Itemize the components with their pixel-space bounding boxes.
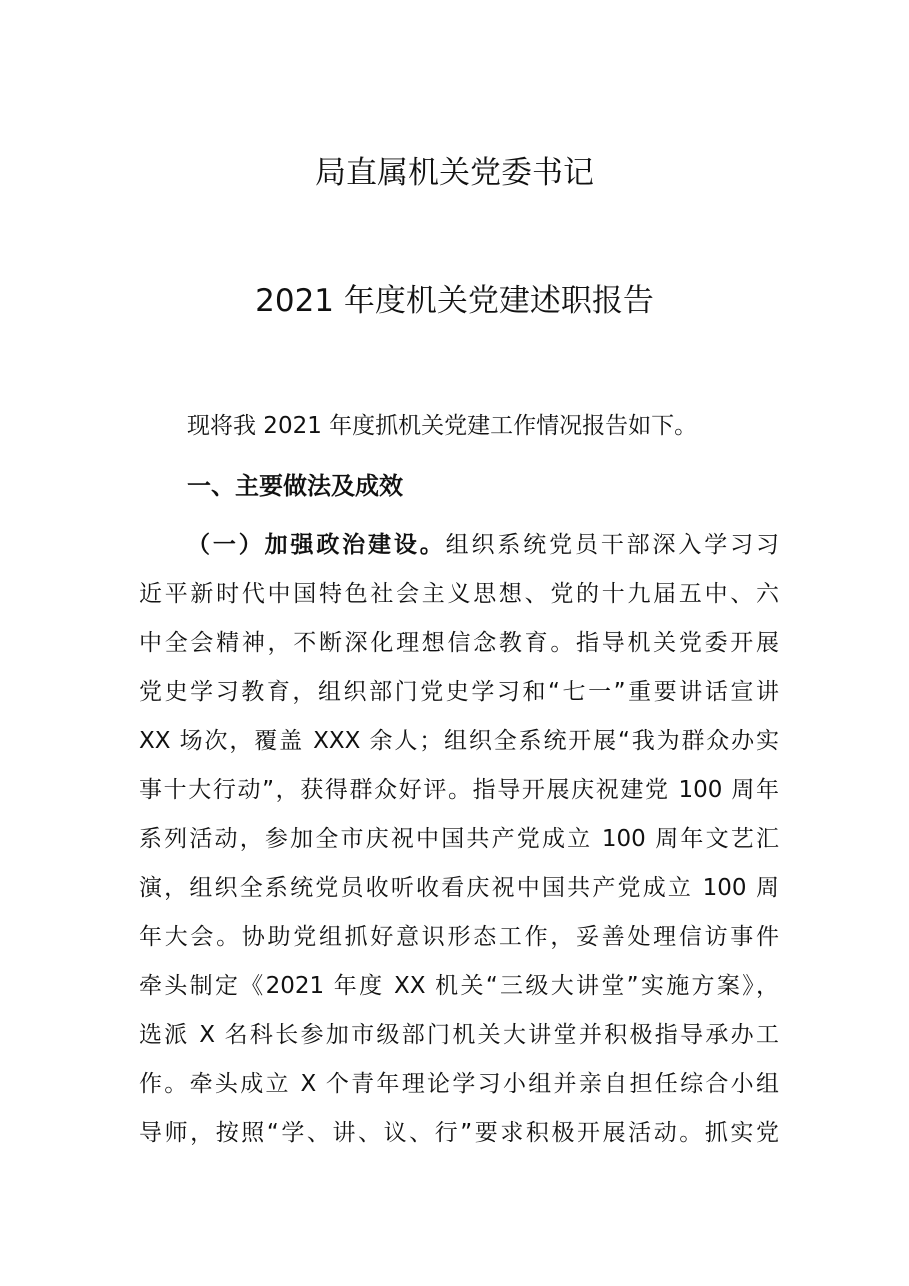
paragraph-line: 牵头制定《2021 年度 XX 机关“三级大讲堂”实施方案》，: [139, 973, 779, 999]
paragraph-line-text: 组织系统党员干部深入学习习: [445, 532, 780, 558]
document-title-line-2: 2021 年度机关党建述职报告: [255, 283, 654, 319]
paragraph-line: 近平新时代中国特色社会主义思想、党的十九届五中、六: [139, 581, 779, 607]
paragraph-line: 系列活动，参加全市庆祝中国共产党成立 100 周年文艺汇: [139, 826, 779, 852]
section-heading: 一、主要做法及成效: [187, 472, 403, 500]
paragraph-line: 年大会。协助党组抓好意识形态工作，妥善处理信访事件: [139, 924, 779, 950]
document-title-line-1: 局直属机关党委书记: [315, 155, 594, 191]
intro-paragraph: 现将我 2021 年度抓机关党建工作情况报告如下。: [187, 413, 698, 439]
paragraph-line: [187, 525, 779, 565]
paragraph-line: 党史学习教育，组织部门党史学习和“七一”重要讲话宣讲: [139, 679, 779, 705]
paragraph-line: 选派 X 名科长参加市级部门机关大讲堂并积极指导承办工: [139, 1022, 779, 1048]
paragraph-line: 演，组织全系统党员收听收看庆祝中国共产党成立 100 周: [139, 875, 779, 901]
paragraph-line: XX 场次，覆盖 XXX 余人；组织全系统开展“我为群众办实: [139, 728, 779, 754]
subsection-heading: （一）加强政治建设。: [187, 532, 446, 558]
paragraph-line: 作。牵头成立 X 个青年理论学习小组并亲自担任综合小组: [139, 1071, 779, 1097]
paragraph-line: 事十大行动”，获得群众好评。指导开展庆祝建党 100 周年: [139, 777, 779, 803]
paragraph-line: 导师，按照“学、讲、议、行”要求积极开展活动。抓实党: [139, 1120, 779, 1146]
paragraph-line: 中全会精神，不断深化理想信念教育。指导机关党委开展: [139, 630, 779, 656]
